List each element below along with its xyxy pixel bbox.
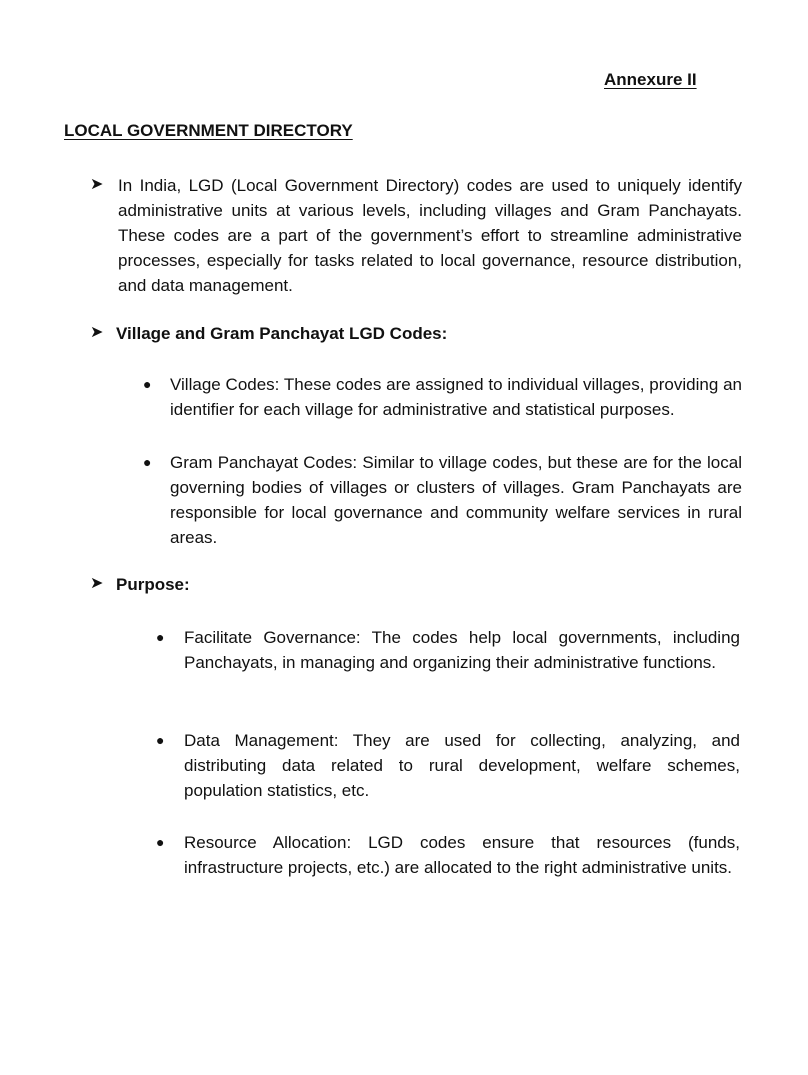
list-item-text: Gram Panchayat Codes: Similar to village codes, but these are for the local governing bodies of villages or clusters of villages. Gram Panchayats are responsible for local governance and community welfare services in rural areas. <box>170 453 742 547</box>
arrow-bullet-icon: ➤ <box>90 575 104 592</box>
list-item <box>156 625 740 675</box>
purpose-section-heading <box>90 572 742 597</box>
list-item <box>156 830 740 880</box>
intro-text: In India, LGD (Local Government Directory) codes are used to uniquely identify administrative units at various levels, including villages and Gram Panchayats. These codes are a part of the government’s effort to streamline administrative processes, especially for tasks related to local governance, resource distribution, and data management. <box>118 176 742 295</box>
arrow-bullet-icon: ➤ <box>90 176 104 193</box>
round-bullet-icon: ● <box>143 454 152 470</box>
list-item-text: Village Codes: These codes are assigned to individual villages, providing an identifier for each village for administrative and statistical purposes. <box>170 375 742 419</box>
list-item <box>156 728 740 803</box>
list-item-text: Data Management: They are used for collecting, analyzing, and distributing data related to rural development, welfare schemes, population statistics, etc. <box>184 731 740 800</box>
intro-paragraph <box>90 173 742 298</box>
codes-section-heading <box>90 321 742 346</box>
round-bullet-icon: ● <box>156 629 165 645</box>
round-bullet-icon: ● <box>156 834 165 850</box>
list-item-text: Facilitate Governance: The codes help local governments, including Panchayats, in managing and organizing their administrative functions. <box>184 628 740 672</box>
list-item <box>143 372 742 422</box>
purpose-heading-text: Purpose: <box>116 575 190 594</box>
arrow-bullet-icon: ➤ <box>90 324 104 341</box>
codes-heading-text: Village and Gram Panchayat LGD Codes: <box>116 324 448 343</box>
annexure-label: Annexure II <box>604 70 697 89</box>
list-item-text: Resource Allocation: LGD codes ensure that resources (funds, infrastructure projects, etc.) are allocated to the right administrative units. <box>184 833 740 877</box>
list-item <box>143 450 742 550</box>
document-title: LOCAL GOVERNMENT DIRECTORY <box>64 121 353 140</box>
round-bullet-icon: ● <box>143 376 152 392</box>
round-bullet-icon: ● <box>156 732 165 748</box>
